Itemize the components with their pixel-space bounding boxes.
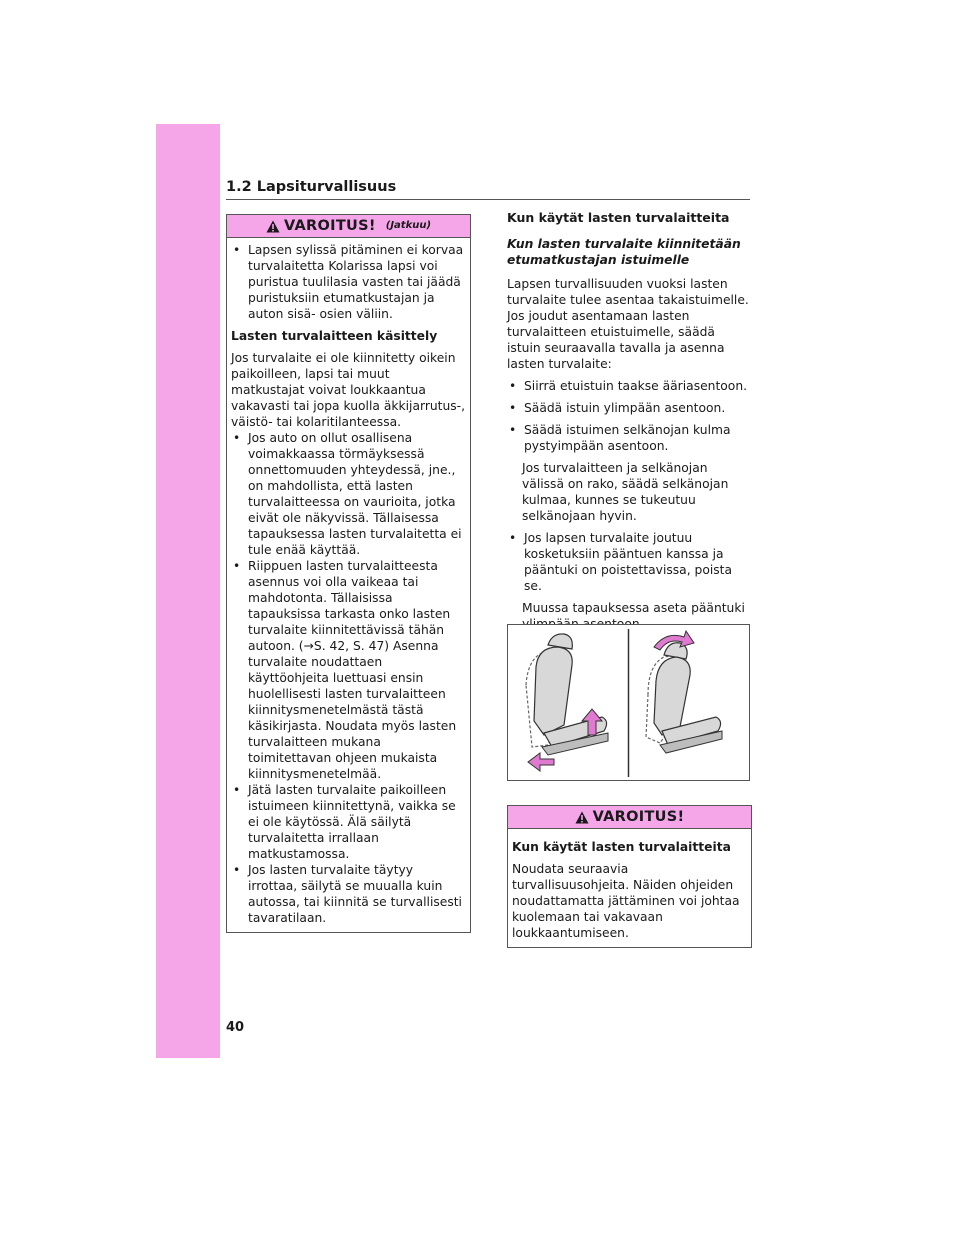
list-item: • Jos lasten turvalaite täytyy irrottaa, säilytä se muualla kuin autossa, tai kiinnitä se turvallisesti tavaratilaan. [233,863,462,925]
warning-box-continued [226,214,471,933]
warning-triangle-icon [575,811,589,824]
list-item: • Riippuen lasten turvalaitteesta asennus voi olla vaikeaa tai mahdotonta. Tällaisissa tapauksissa tarkasta onko lasten turvalaite kiinnitettävissä tähän autoon. (→S. 42, S. 47) Asenna turvalaite noudattaen käyttöohjeita luettuasi ensin huolellisesti lasten turvalaitteen kiinnitysmenetelmästä tästä käsikirjasta. Noudata myös lasten turvalaitteen mukana toimitettavan ohjeen mukaista kiinnitysmenetelmää. [233,559,457,781]
seat-illustration-svg [508,625,749,780]
subsection-heading: Kun lasten turvalaite kiinnitetään etumatkustajan istuimelle [507,237,741,267]
warning-box-header [508,806,751,829]
warning-triangle-icon [266,220,280,233]
section-header: 1.2 Lapsiturvallisuus [226,179,750,200]
warning-subheading: Kun käytät lasten turvalaitteita [512,840,731,854]
list-item: • Siirrä etuistuin taakse ääriasentoon. [509,379,748,393]
list-item: • Säädä istuimen selkänojan kulma pystyimpään asentoon. [509,423,731,453]
page-number: 40 [226,1020,245,1035]
list-item: • Säädä istuin ylimpään asentoon. [509,401,726,415]
warning-box [507,805,752,948]
list-note: Muussa tapauksessa aseta pääntuki [522,601,745,615]
body-paragraph: Lapsen turvallisuuden vuoksi lasten turvalaite tulee asentaa takaistuimelle. Jos joudut asentamaan lasten turvalaitteen etuistuimelle, säädä istuin seuraavalla tavalla ja asenna lasten turvalaite: [507,277,749,371]
warning-subtitle: (Jatkuu) [385,220,432,231]
warning-paragraph: Noudata seuraavia turvallisuusohjeita. Näiden ohjeiden noudattamatta jättäminen voi johtaa kuolemaan tai vakavaan loukkaantumiseen. [512,862,740,940]
seat-left [534,634,608,755]
list-note: Jos turvalaitteen ja selkänojan välissä on rako, säädä selkänojan kulmaa, kunnes se tukeutuu selkänojaan hyvin. [522,461,729,523]
list-item: • Jätä lasten turvalaite paikoilleen istuimeen kiinnitettynä, vaikka se ei ole käytössä. Älä säilytä turvalaitetta irrallaan matkustamossa. [233,783,456,861]
section-heading: Kun käytät lasten turvalaitteita [507,210,730,225]
seat-adjustment-illustration [507,624,750,781]
list-item: • Jos auto on ollut osallisena voimakkaassa törmäyksessä onnettomuuden yhteydessä, jne., on mahdollista, että lasten turvalaitteessa on vaurioita, jotka eivät ole näkyvissä. Tällaisessa tapauksessa lasten turvalaitetta ei tule enää käyttää. [233,431,462,557]
list-item: • Jos lapsen turvalaite joutuu kosketuksiin pääntuen kanssa ja pääntuki on poistettavissa, poista se. [509,531,733,593]
arrow-left-icon [528,753,554,771]
side-color-strip [156,124,220,1058]
warning-subheading: Lasten turvalaitteen käsittely [231,329,438,343]
right-column [507,210,750,632]
list-item: • Lapsen sylissä pitäminen ei korvaa turvalaitetta Kolarissa lapsi voi puristua tuulilasia vasten tai jäädä puristuksiin etumatkustajan ja auton sisä- osien väliin. [233,243,464,321]
warning-paragraph: Jos turvalaite ei ole kiinnitetty oikein paikoilleen, lapsi tai muut matkustajat voivat loukkaantua vakavasti tai jopa kuolla äkkijarrutus-, väistö- tai kolaritilanteessa. [231,351,466,429]
warning-box-header [227,215,470,238]
warning-title: VAROITUS! [592,809,685,825]
warning-title: VAROITUS! [283,218,376,234]
seat-right [654,643,722,753]
